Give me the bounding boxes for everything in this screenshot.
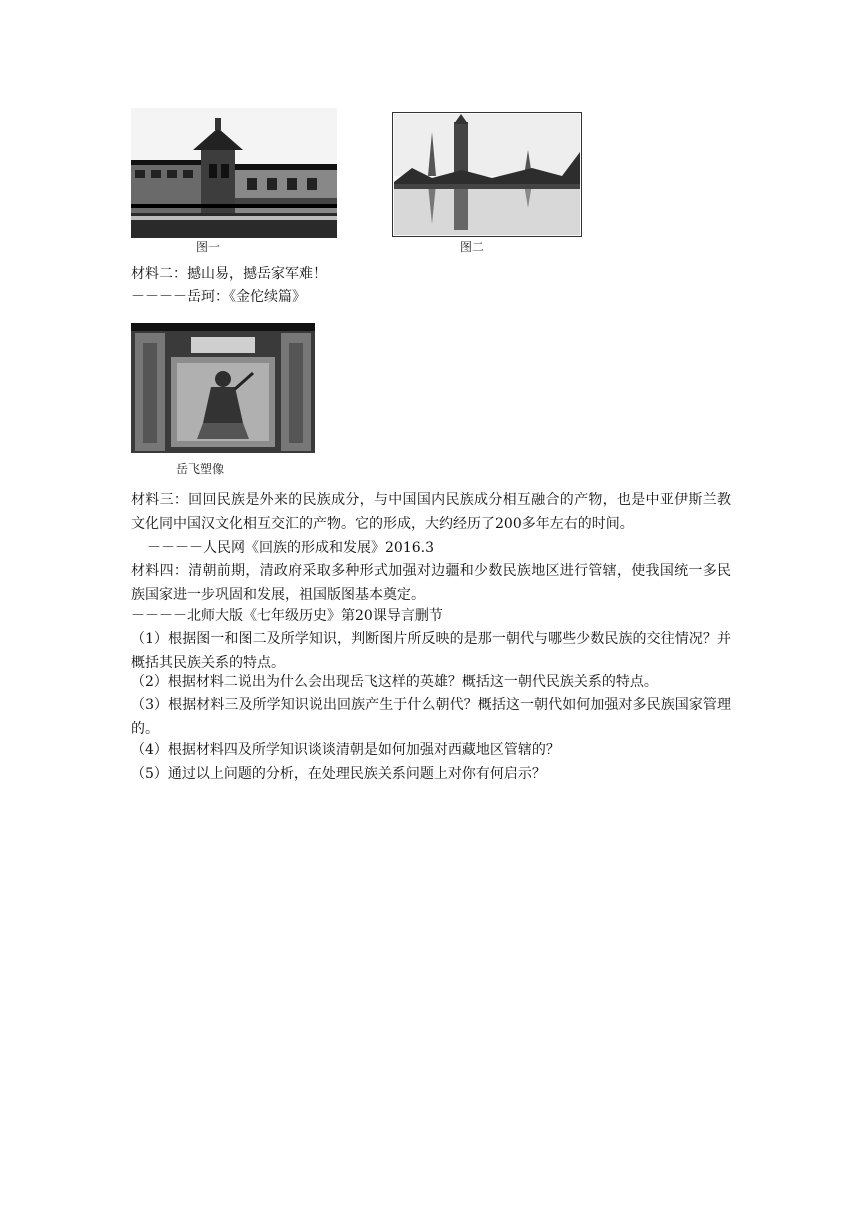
material-4-text: 材料四：清朝前期，清政府采取多种形式加强对边疆和少数民族地区进行管辖，使我国统一多民族国家进一步巩固和发展，祖国版图基本奠定。 bbox=[131, 563, 731, 603]
question-1: （1）根据图一和图二及所学知识，判断图片所反映的是那一朝代与哪些少数民族的交往情况？并概括其民族关系的特点。 bbox=[131, 631, 731, 671]
figure-2-image bbox=[392, 112, 582, 237]
figure-3-image bbox=[131, 323, 315, 453]
question-3: （3）根据材料三及所学知识说出回族产生于什么朝代？概括这一朝代如何加强对多民族国家管理的。 bbox=[131, 697, 731, 737]
figure-1-image bbox=[131, 108, 337, 238]
figure-1-caption: 图一 bbox=[196, 240, 221, 254]
question-5: （5）通过以上问题的分析，在处理民族关系问题上对你有何启示？ bbox=[131, 766, 546, 782]
figure-2-caption: 图二 bbox=[460, 240, 485, 254]
material-3-source: －－－－人民网《回族的形成和发展》2016.3 bbox=[147, 540, 434, 556]
statue-photo-icon bbox=[131, 323, 315, 453]
figure-3-caption: 岳飞塑像 bbox=[176, 462, 225, 476]
material-3-text: 材料三：回回民族是外来的民族成分，与中国国内民族成分相互融合的产物，也是中亚伊斯兰教文化同中国汉文化相互交汇的产物。它的形成，大约经历了200多年左右的时间。 bbox=[131, 492, 731, 532]
question-4: （4）根据材料四及所学知识谈谈清朝是如何加强对西藏地区管辖的？ bbox=[131, 742, 560, 758]
question-2: （2）根据材料二说出为什么会出现岳飞这样的英雄？概括这一朝代民族关系的特点。 bbox=[131, 674, 658, 690]
pagoda-photo-icon bbox=[392, 112, 582, 237]
material-4-source: －－－－北师大版《七年级历史》第20课导言删节 bbox=[131, 608, 443, 624]
building-photo-icon bbox=[131, 108, 337, 238]
material-2-text: 材料二：撼山易，撼岳家军难！ bbox=[131, 266, 327, 282]
material-2-source: －－－－岳珂：《金佗续篇》 bbox=[131, 289, 306, 305]
